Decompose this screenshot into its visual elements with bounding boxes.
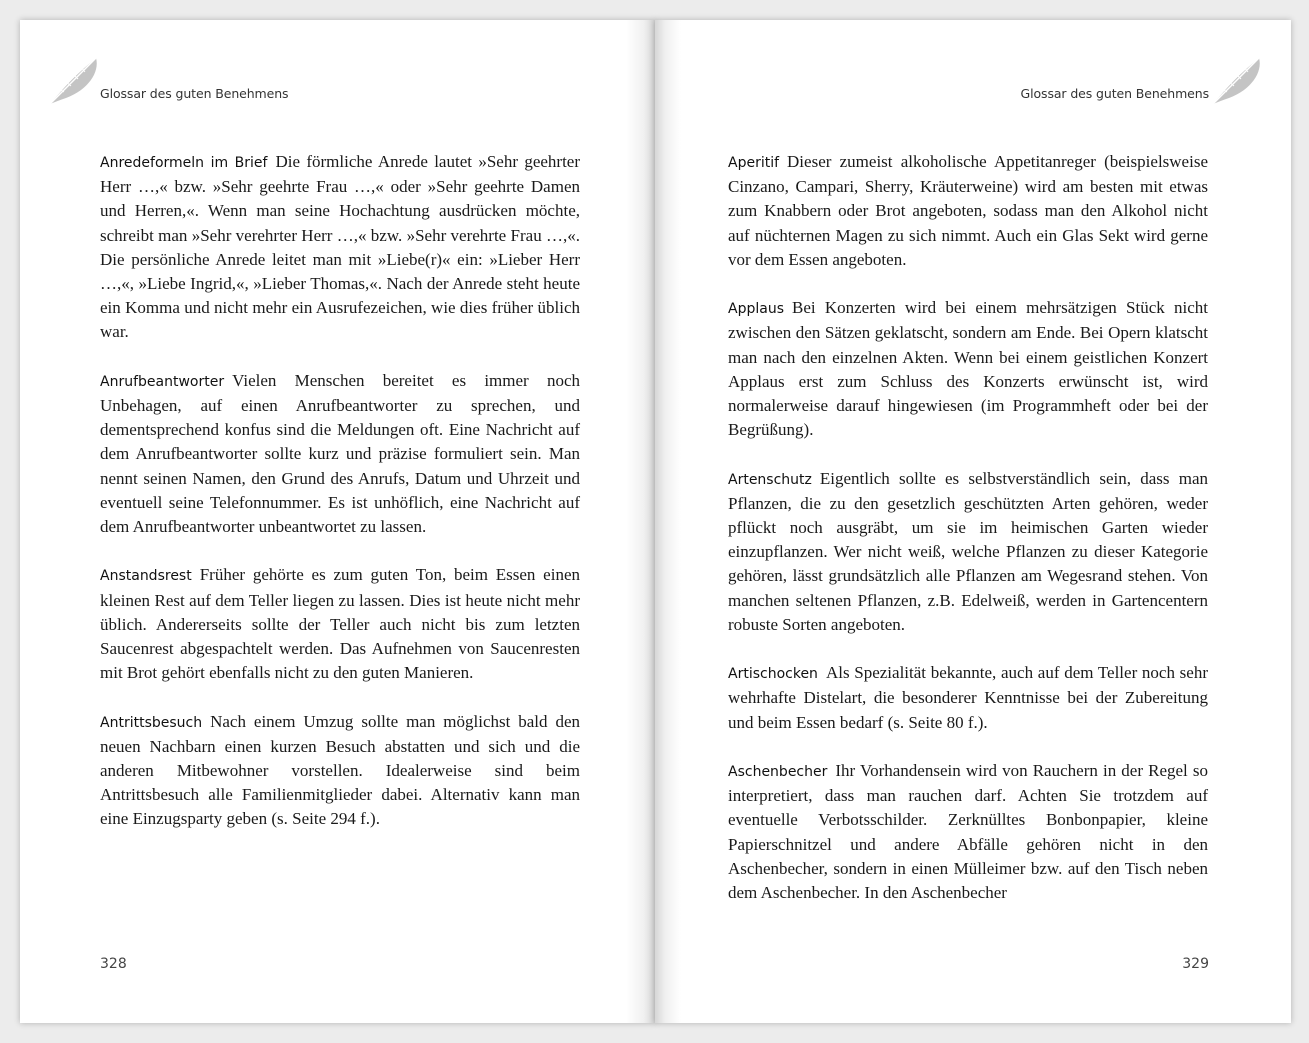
entry-term: Antrittsbesuch [100, 714, 203, 731]
glossary-entry [100, 150, 580, 345]
glossary-entry [100, 369, 580, 539]
entry-text: Ihr Vorhandensein wird von Rauchern in der Regel so interpretiert, dass man rauchen darf. Achten Sie trotzdem auf eventuelle Verbotsschilder. Zerknülltes Bonbonpapier, kleine Papierschnitzel und andere Abfälle gehören nicht in den Aschenbecher, sondern in einen Mülleimer bzw. auf den Tisch neben dem Aschenbecher. In den Aschenbecher [728, 761, 1208, 903]
entry-term: Anrufbeantworter [100, 373, 225, 390]
entry-text: Dieser zumeist alkoholische Appetitanreger (beispielsweise Cinzano, Campari, Sherry, Kräuterweine) wird am besten mit etwas zum Knabbern oder Brot angeboten, sodass man den Alkohol nicht auf nüchternen Magen zu sich nimmt. Auch ein Glas Sekt wird gerne vor dem Essen angeboten. [728, 152, 1208, 269]
glossary-entry [100, 563, 580, 685]
glossary-content [100, 150, 580, 856]
glossary-entry [728, 759, 1208, 905]
entry-text: Vielen Menschen bereitet es immer noch Unbehagen, auf einen Anrufbeantworter zu sprechen, und dementsprechend konfus sind die Meldungen oft. Eine Nachricht auf dem Anrufbeantworter sollte kurz und präzise formuliert sein. Man nennt seinen Namen, den Grund des Anrufs, Datum und Uhrzeit und eventuell seine Telefonnummer. Es ist unhöflich, eine Nachricht auf dem Anrufbeantworter unbeantwortet zu lassen. [100, 370, 580, 537]
entry-text: Bei Konzerten wird bei einem mehrsätzigen Stück nicht zwischen den Sätzen geklatscht, sondern am Ende. Bei Opern klatscht man nach den einzelnen Akten. Wenn bei einem geistlichen Konzert Applaus erst zum Schluss des Konzerts erwünscht ist, wird normalerweise darauf hingewiesen (im Programmheft oder bei der Begrüßung). [728, 298, 1208, 440]
right-page [655, 20, 1291, 1023]
glossary-content [728, 150, 1208, 929]
gutter-shadow [655, 20, 681, 1023]
glossary-entry [728, 296, 1208, 442]
entry-term: Artenschutz [728, 471, 812, 488]
running-header: Glossar des guten Benehmens [100, 86, 289, 101]
entry-term: Anstandsrest [100, 568, 192, 585]
entry-term: Applaus [728, 301, 784, 318]
entry-term: Anredeformeln im Brief [100, 155, 268, 171]
glossary-entry [728, 467, 1208, 637]
entry-text: Die förmliche Anrede lautet »Sehr geehrter Herr …,« bzw. »Sehr geehrte Frau …,« oder »Sehr geehrte Damen und Herren,«. Wenn man seine Hochachtung ausdrücken möchte, schreibt man »Sehr verehrter Herr …,« bzw. »Sehr verehrte Frau …,«. Die persönliche Anrede leitet man mit »Liebe(r)« ein: »Lieber Herr …,«, »Liebe Ingrid,«, »Lieber Thomas,«. Nach der Anrede steht heute ein Komma und nicht mehr ein Ausrufezeichen, wie dies früher üblich war. [100, 152, 581, 342]
feather-icon [1207, 50, 1267, 110]
entry-term: Aschenbecher [728, 764, 828, 781]
entry-text: Als Spezialität bekannte, auch auf dem Teller noch sehr wehrhafte Distelart, die besonderer Kenntnisse bei der Zubereitung und beim Essen bedarf (s. Seite 80 f.). [728, 663, 1208, 732]
entry-text: Eigentlich sollte es selbstverständlich sein, dass man Pflanzen, die zu den gesetzlich geschützten Arten gehören, weder pflückt noch ausgräbt, um sie im heimischen Garten wieder einzupflanzen. Wer nicht weiß, welche Pflanzen zu dieser Kategorie gehören, lässt grundsätzlich alle Pflanzen am Wegesrand stehen. Von manchen seltenen Pflanzen, z.B. Edelweiß, werden in Gartencentern robuste Sorten angeboten. [728, 468, 1208, 634]
glossary-entry [728, 661, 1208, 735]
feather-icon [44, 50, 104, 110]
entry-term: Artischocken [728, 666, 818, 683]
page-number: 328 [100, 956, 127, 972]
page-number: 329 [1182, 956, 1209, 972]
entry-text: Früher gehörte es zum guten Ton, beim Essen einen kleinen Rest auf dem Teller liegen zu lassen. Dies ist heute nicht mehr üblich. Andererseits sollte der Teller auch nicht bis zum letzten Saucenrest abgespachtelt werden. Das Aufnehmen von Saucenresten mit Brot gehört ebenfalls nicht zu den guten Manieren. [100, 565, 580, 683]
glossary-entry [100, 710, 580, 832]
entry-term: Aperitif [728, 155, 780, 171]
running-header: Glossar des guten Benehmens [1020, 86, 1209, 101]
entry-text: Nach einem Umzug sollte man möglichst bald den neuen Nachbarn einen kurzen Besuch abstatten und sich und die anderen Mitbewohner vorstellen. Idealerweise sind beim Antrittsbesuch alle Familienmitglieder dabei. Alternativ kann man eine Einzugsparty geben (s. Seite 294 f.). [100, 711, 580, 829]
glossary-entry [728, 150, 1208, 272]
gutter-shadow [626, 20, 656, 1023]
left-page [20, 20, 656, 1023]
